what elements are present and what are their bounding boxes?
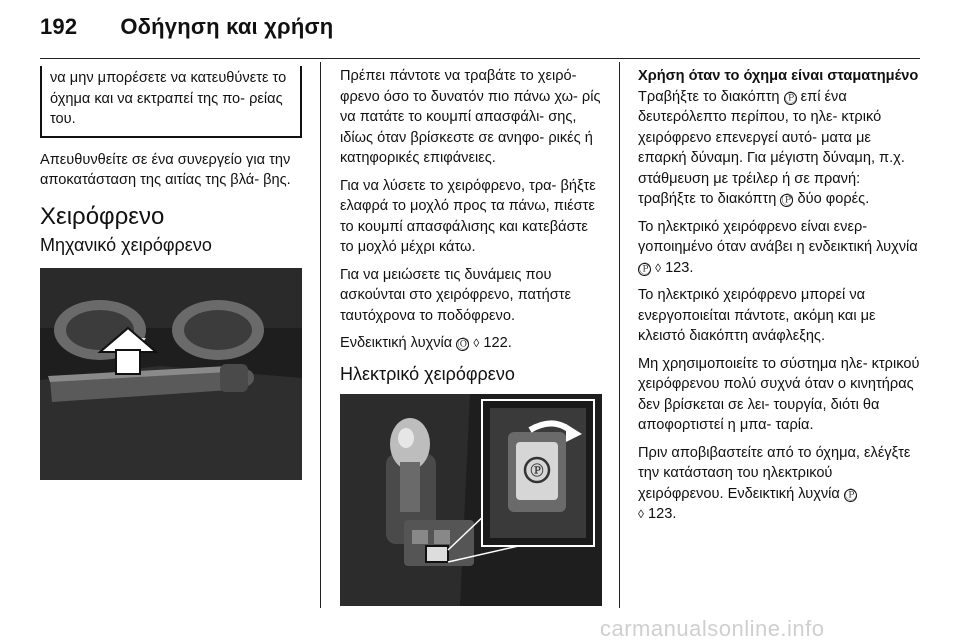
column-divider-1 bbox=[320, 62, 321, 608]
indicator-label: Ενδεικτική λυχνία bbox=[340, 335, 453, 351]
page-reference: 122. bbox=[483, 335, 512, 351]
page-reference: 123. bbox=[648, 506, 677, 522]
warning-lamp-icon: Ⓞ bbox=[457, 337, 470, 351]
header-rule bbox=[40, 58, 920, 59]
section-title: Χειρόφρενο bbox=[40, 202, 165, 230]
parking-brake-icon: Ⓟ bbox=[844, 487, 857, 502]
paragraph-check-status bbox=[638, 443, 920, 525]
text-run: Πριν αποβιβαστείτε από το όχημα, ελέγξτε την κατάσταση του ηλεκτρικού χειρόφρενου. Ενδεικτική λυχνία bbox=[638, 444, 911, 502]
warning-text: να μην μπορέσετε να κατευθύνετε το όχημα και να εκτραπεί της πο- ρείας του. bbox=[50, 70, 287, 127]
warning-box bbox=[40, 66, 302, 138]
subsection-title-electric: Ηλεκτρικό χειρόφρενο bbox=[340, 363, 515, 384]
parking-brake-switch-icon: Ⓟ bbox=[530, 463, 544, 478]
column-3 bbox=[638, 66, 920, 532]
paragraph: Μη χρησιμοποιείτε το σύστημα ηλε- κτρικού χειρόφρενου πολύ συχνά όταν ο κινητήρας δεν βρίσκεται σε λει- τουργία, διότι θα αποφορτιστεί η μπα- ταρία. bbox=[638, 355, 920, 433]
column-2 bbox=[340, 66, 602, 606]
parking-brake-icon: Ⓟ bbox=[784, 90, 797, 105]
column-1 bbox=[40, 66, 302, 480]
paragraph: Απευθυνθείτε σε ένα συνεργείο για την αποκατάσταση της αιτίας της βλά- βης. bbox=[40, 151, 291, 188]
mechanical-parking-brake-image bbox=[40, 268, 302, 480]
page-header bbox=[40, 14, 333, 40]
paragraph: Πρέπει πάντοτε να τραβάτε το χειρό- φρενο όσο το δυνατόν πιο πάνω χω- ρίς να πατάτε το κουμπί απασφάλι- σης, ιδίως όταν βρίσκεστε σε ανηφο- ρικές ή κατηφορικές επιφάνειες. bbox=[340, 68, 601, 166]
reference-arrow-icon: ◊ bbox=[638, 507, 644, 521]
reference-arrow-icon: ◊ bbox=[473, 336, 480, 350]
parking-brake-icon: Ⓟ bbox=[639, 261, 652, 276]
page-reference: 123. bbox=[665, 259, 694, 276]
page-number: 192 bbox=[40, 14, 78, 39]
paragraph-indicator bbox=[638, 217, 920, 279]
subsection-title-mechanical: Μηχανικό χειρόφρενο bbox=[40, 235, 212, 255]
paragraph: Το ηλεκτρικό χειρόφρενο μπορεί να ενεργοποιείται πάντοτε, ακόμη και με κλειστό διακόπτη ανάφλεξης. bbox=[638, 287, 876, 344]
subheading-stationary: Χρήση όταν το όχημα είναι σταματημένο bbox=[638, 68, 919, 84]
electric-parking-brake-image bbox=[340, 394, 602, 606]
paragraph-indicator bbox=[340, 333, 602, 354]
watermark: carmanualsonline.info bbox=[600, 616, 825, 641]
paragraph: Για να λύσετε το χειρόφρενο, τρα- βήξτε ελαφρά το μοχλό προς τα πάνω, πιέστε το κουμπί απασφάλισης και κατεβάστε το μοχλό μέχρι κάτω. bbox=[340, 177, 596, 255]
text-run: Τραβήξτε το διακόπτη bbox=[638, 88, 780, 105]
text-run: επί ένα δευτερόλεπτο περίπου, το ηλε- κτρικό χειρόφρενο επενεργεί αυτό- ματα με επαρκή δύναμη. Για μέγιστη δύναμη, π.χ. στάθμευση με τρέιλερ ή σε πρανή: τραβήξτε το διακόπτη bbox=[638, 88, 905, 207]
page-title: Οδήγηση και χρήση bbox=[120, 14, 334, 39]
column-divider-2 bbox=[619, 62, 620, 608]
paragraph: Για να μειώσετε τις δυνάμεις που ασκούνται στο χειρόφρενο, πατήστε ταυτόχρονα το ποδόφρενο. bbox=[340, 266, 572, 324]
text-run: δύο φορές. bbox=[797, 191, 870, 207]
reference-arrow-icon: ◊ bbox=[655, 260, 661, 275]
text-run: Το ηλεκτρικό χειρόφρενο είναι ενερ- γοποιημένο όταν ανάβει η ενδεικτική λυχνία bbox=[638, 218, 918, 255]
paragraph-pull-switch bbox=[638, 87, 920, 210]
parking-brake-icon: Ⓟ bbox=[781, 193, 794, 207]
